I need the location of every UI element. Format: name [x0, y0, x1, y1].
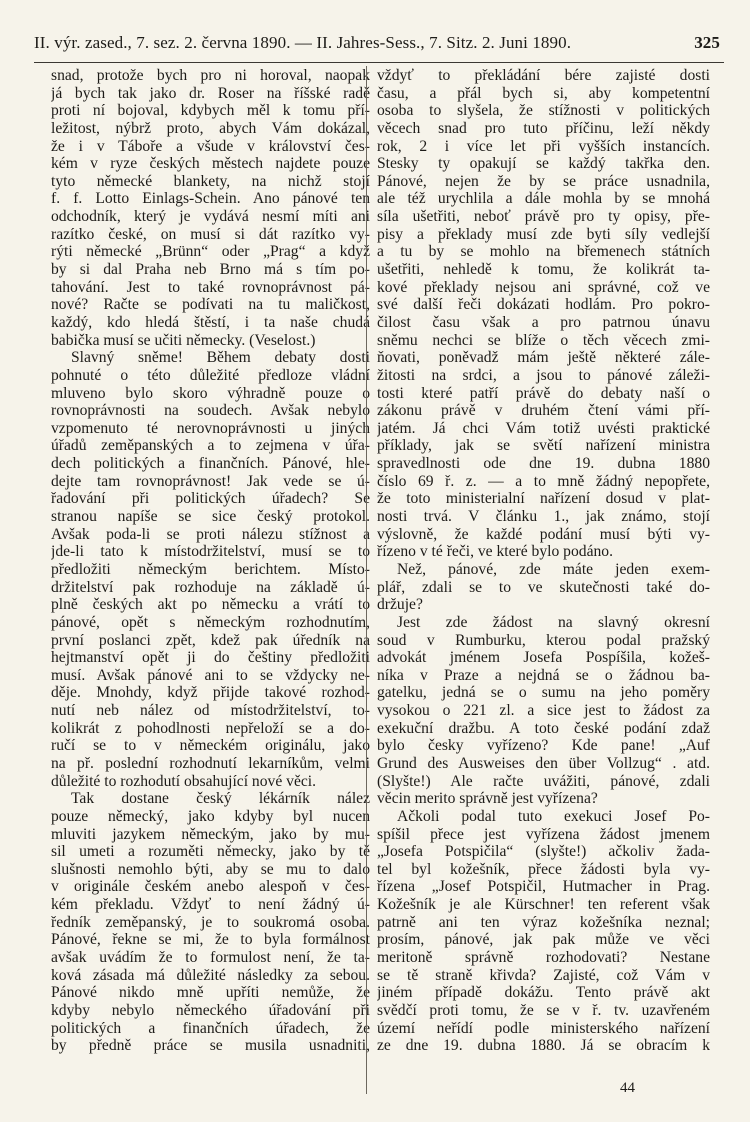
text-line: věcech snad pro tuto příčinu, leží někdy: [377, 119, 710, 137]
text-line: pohnuté o této důležité předloze vládní: [51, 366, 370, 384]
page-number: 325: [694, 33, 720, 52]
text-line: mluveno bylo skoro výhradně pouze o: [51, 384, 370, 402]
text-line: se tě straně křivda? Zajisté, což Vám v: [377, 966, 710, 984]
text-line: babička musí se učiti německy. (Veselost.): [51, 331, 316, 349]
text-line: Ačkoli podal tuto exekuci Josef Po-: [397, 807, 710, 825]
text-line: razítko české, on musí si dát razítko vy-: [51, 225, 370, 243]
text-line: ková zásada má důležité následky za sebou.: [51, 966, 370, 984]
text-line: ušetřiti, nehledě k tomu, že kolikrát ta-: [377, 261, 710, 279]
text-line: pánové, opět s německým rozhodnutím,: [51, 613, 370, 631]
text-line: vždyť to překládání bére zajisté dosti: [377, 67, 710, 84]
text-line: řízena „Josef Potspičil, Hutmacher in Prag.: [377, 878, 710, 896]
header-rule: [34, 62, 724, 63]
text-line: věcin merito správně jest vyřízena?: [377, 790, 598, 808]
text-line: rýti německé „Brünn“ oder „Prag“ a když: [51, 243, 370, 261]
text-line: plně českých akt po německu a vrátí to: [51, 596, 370, 614]
text-line: pouze německý, jako kdyby byl nucen: [51, 807, 370, 825]
text-line: rovnoprávnosti na soudech. Avšak nebylo: [51, 402, 370, 420]
text-line: Jest zde žádost na slavný okresní: [397, 613, 710, 631]
text-line: ležitost, nýbrž proto, abych Vám dokázal,: [51, 119, 370, 137]
text-line: ručí se to v německém originálu, jako: [51, 737, 370, 755]
text-line: vzpomenuto té nerovnoprávnosti u jiných: [51, 419, 370, 437]
text-line: úřadů zeměpanských a to zejmena v úřa-: [51, 437, 370, 455]
text-line: řízeno v té řeči, ve které bylo podáno.: [377, 543, 613, 561]
signature-mark: 44: [620, 1080, 635, 1096]
text-line: že i v Táboře a všude v království čes-: [51, 137, 370, 155]
text-line: držitelství pak rozhoduje na základě ú-: [51, 578, 370, 596]
text-line: tahování. Jest to také rovnoprávnost pá-: [51, 278, 370, 296]
text-line: své další řeči dokázati hodlám. Pro pokro-: [377, 296, 710, 314]
text-line: by předně práce se musila usnadniti,: [51, 1037, 370, 1055]
text-line: odchodník, který je vydává nesmí míti ani: [51, 208, 370, 226]
text-line: čilost času však a pro patrnou únavu: [377, 313, 710, 331]
text-line: děje. Mnohdy, když přijde takové rozhod-: [51, 684, 370, 702]
text-line: plář, zdali se to ve skutečnosti také do-: [377, 578, 710, 596]
text-line: ředník zeměpanský, je to soukromá osoba.: [51, 913, 370, 931]
text-line: stranou napíše se sice český protokol.: [51, 508, 370, 526]
text-line: Avšak poda-li se proti nálezu stížnost a: [51, 525, 370, 543]
text-line: Než, pánové, zde máte jeden exem-: [397, 560, 710, 578]
text-line: žitosti na srdci, a jsou to pánové záleži-: [377, 366, 710, 384]
text-line: kdyby nebylo německého úřadování při: [51, 1001, 370, 1019]
text-line: advokát jménem Josefa Pospíšila, kožeš-: [377, 649, 710, 667]
text-line: „Josefa Potspičila“ (slyšte!) ačkoliv žada-: [377, 843, 710, 861]
text-line: politických a finančních úřadech, že: [51, 1019, 370, 1037]
text-line: dech politických a finančních. Pánové, hle-: [51, 455, 370, 473]
text-line: dejte tam rovnoprávnost! Jak vede se ú-: [51, 472, 370, 490]
text-line: prosím, pánové, jak pak může ve věci: [377, 931, 710, 949]
text-line: vysokou o 221 zl. a sice jest to žádost za: [377, 702, 710, 720]
text-line: ňovati, poněvadž mám ještě některé zále-: [377, 349, 710, 367]
text-line: Slavný sněme! Během debaty dosti: [71, 349, 370, 367]
text-line: důležité to rozhodutí obsahující nové věci.: [51, 772, 317, 790]
text-line: slušnosti nemohlo býti, aby se mu to dalo: [51, 860, 370, 878]
text-line: jiném případě dokážu. Tento právě akt: [377, 984, 710, 1002]
text-line: patrně ani ten výraz kožešníka neznal;: [377, 913, 710, 931]
text-line: že toto ministerialní nařízení dosud v plat-: [377, 490, 710, 508]
text-line: kém v ryze českých městech najdete pouze: [51, 155, 370, 173]
text-line: mluviti jazykem německým, jako by mu-: [51, 825, 370, 843]
text-line: kolikrát z pohodlnosti nepřeloží se a do-: [51, 719, 370, 737]
text-line: meritoně správně rozhodovati? Nestane: [377, 949, 710, 967]
text-line: Pánové, nejen že by se práce usnadnila,: [377, 172, 710, 190]
text-line: a tu by se mohlo na břemenech státních: [377, 243, 710, 261]
text-line: číslo 69 ř. z. — a to mně žádný nepopřete,: [377, 472, 710, 490]
text-line: nosti trvá. V článku 1., jak známo, stojí: [377, 508, 710, 526]
text-line: sil umeti a rozuměti německy, jako by tě: [51, 843, 370, 861]
text-line: předložiti německým berichtem. Místo-: [51, 560, 370, 578]
running-title: II. výr. zased., 7. sez. 2. června 1890. — II. Jahres-Sess., 7. Sitz. 2. Juni 1890.: [34, 33, 572, 52]
text-line: nutí neb nález od místodržitelství, to-: [51, 702, 370, 720]
text-line: tel byl kožešník, přece žádosti byla vy-: [377, 860, 710, 878]
text-line: avšak uvádím že to formulost není, že ta-: [51, 949, 370, 967]
text-line: kové překlady nejsou ani správné, což ve: [377, 278, 710, 296]
text-line: osoba to slyšela, že stížnosti v politických: [377, 102, 710, 120]
text-line: f. f. Lotto Einlags-Schein. Ano pánové ten: [51, 190, 370, 208]
running-head: [34, 33, 720, 57]
text-line: svědčí proti tomu, že se v ř. tv. uzavřeném: [377, 1001, 710, 1019]
text-line: tosti které patří právě do debaty naší o: [377, 384, 710, 402]
text-line: spravedlnosti ode dne 19. dubna 1880: [377, 455, 710, 473]
text-line: příklady, jak se světí nařízení ministra: [377, 437, 710, 455]
text-line: sněmu nechci se blíže o těch věcech zmi-: [377, 331, 710, 349]
text-line: snad, protože bych pro ni horoval, naopak: [51, 67, 370, 84]
text-line: jde-li tato k místodržitelství, musí se to: [51, 543, 370, 561]
text-line: spíšil přece jest vyřízena žádost jmenem: [377, 825, 710, 843]
text-line: v originále českém anebo alespoň v čes-: [51, 878, 370, 896]
text-line: výslovně, že každé podání musí býti vy-: [377, 525, 710, 543]
text-line: Kožešník je ale Kürschner! ten referent však: [377, 896, 710, 914]
text-line: níka v Praze a nejdná se o žádnou ba-: [377, 666, 710, 684]
text-line: hejtmanství opět ji do češtiny předložiti: [51, 649, 370, 667]
text-line: nové? Račte se podívati na tu maličkost,: [51, 296, 370, 314]
text-line: proti ní bojoval, kdybych měl k tomu pří-: [51, 102, 370, 120]
text-line: pisy a překlady musí zde byti síly vedlejší: [377, 225, 710, 243]
column-divider: [366, 66, 367, 1094]
text-line: bylo česky vyřízeno? Kde pane! „Auf: [377, 737, 710, 755]
text-line: Pánové nikdo mně upříti nemůže, že: [51, 984, 370, 1002]
text-line: ze dne 19. dubna 1880. Já se obracím k: [377, 1037, 710, 1055]
text-line: rok, 2 i více let při vyšších instancích.: [377, 137, 710, 155]
text-line: území neřídí podle ministerského nařízení: [377, 1019, 710, 1037]
text-line: síla ušetřiti, neboť právě pro ty opisy, pře-: [377, 208, 710, 226]
text-line: řadování při politických úřadech? Se: [51, 490, 370, 508]
text-line: každý, kdo hledá štěstí, i ta naše chudá: [51, 313, 370, 331]
text-line: tyto německé blankety, na nichž stojí: [51, 172, 370, 190]
right-column: [377, 67, 710, 1055]
text-line: musí. Avšak pánové ani to se vždycky ne-: [51, 666, 370, 684]
text-line: zákonu právě v druhém čtení vámi pří-: [377, 402, 710, 420]
text-line: kém překladu. Vždyť to není žádný ú-: [51, 896, 370, 914]
left-column: [51, 67, 370, 1055]
text-line: Stesky ty opakují se každý takřka den.: [377, 155, 710, 173]
text-line: já bych tak jako dr. Roser na říšské radě: [51, 84, 370, 102]
text-line: exekuční dražbu. A toto české podání zdaž: [377, 719, 710, 737]
text-line: ale též urychlila a dále mohla by se mnohá: [377, 190, 710, 208]
text-line: první poslanci zpět, kdež pak úředník na: [51, 631, 370, 649]
text-line: jatém. Já chci Vám totiž uvésti praktické: [377, 419, 710, 437]
text-line: by si dal Praha neb Brno má s tím po-: [51, 261, 370, 279]
text-line: Grund des Ausweises den über Vollzug“ . atd.: [377, 754, 710, 772]
text-line: gatelku, jedná se o sumu na jeho poměry: [377, 684, 710, 702]
text-line: času, a přál bych si, aby kompetentní: [377, 84, 710, 102]
text-line: (Slyšte!) Ale račte uvážiti, pánové, zdali: [377, 772, 710, 790]
text-line: Pánové, řekne se mi, že to byla formálnost: [51, 931, 370, 949]
text-line: na př. poslední rozhodnutí lekarníkům, velmi: [51, 754, 370, 772]
text-line: Tak dostane český lékárník nález: [71, 790, 370, 808]
text-line: držuje?: [377, 596, 423, 614]
text-line: soud v Rumburku, kterou podal pražský: [377, 631, 710, 649]
